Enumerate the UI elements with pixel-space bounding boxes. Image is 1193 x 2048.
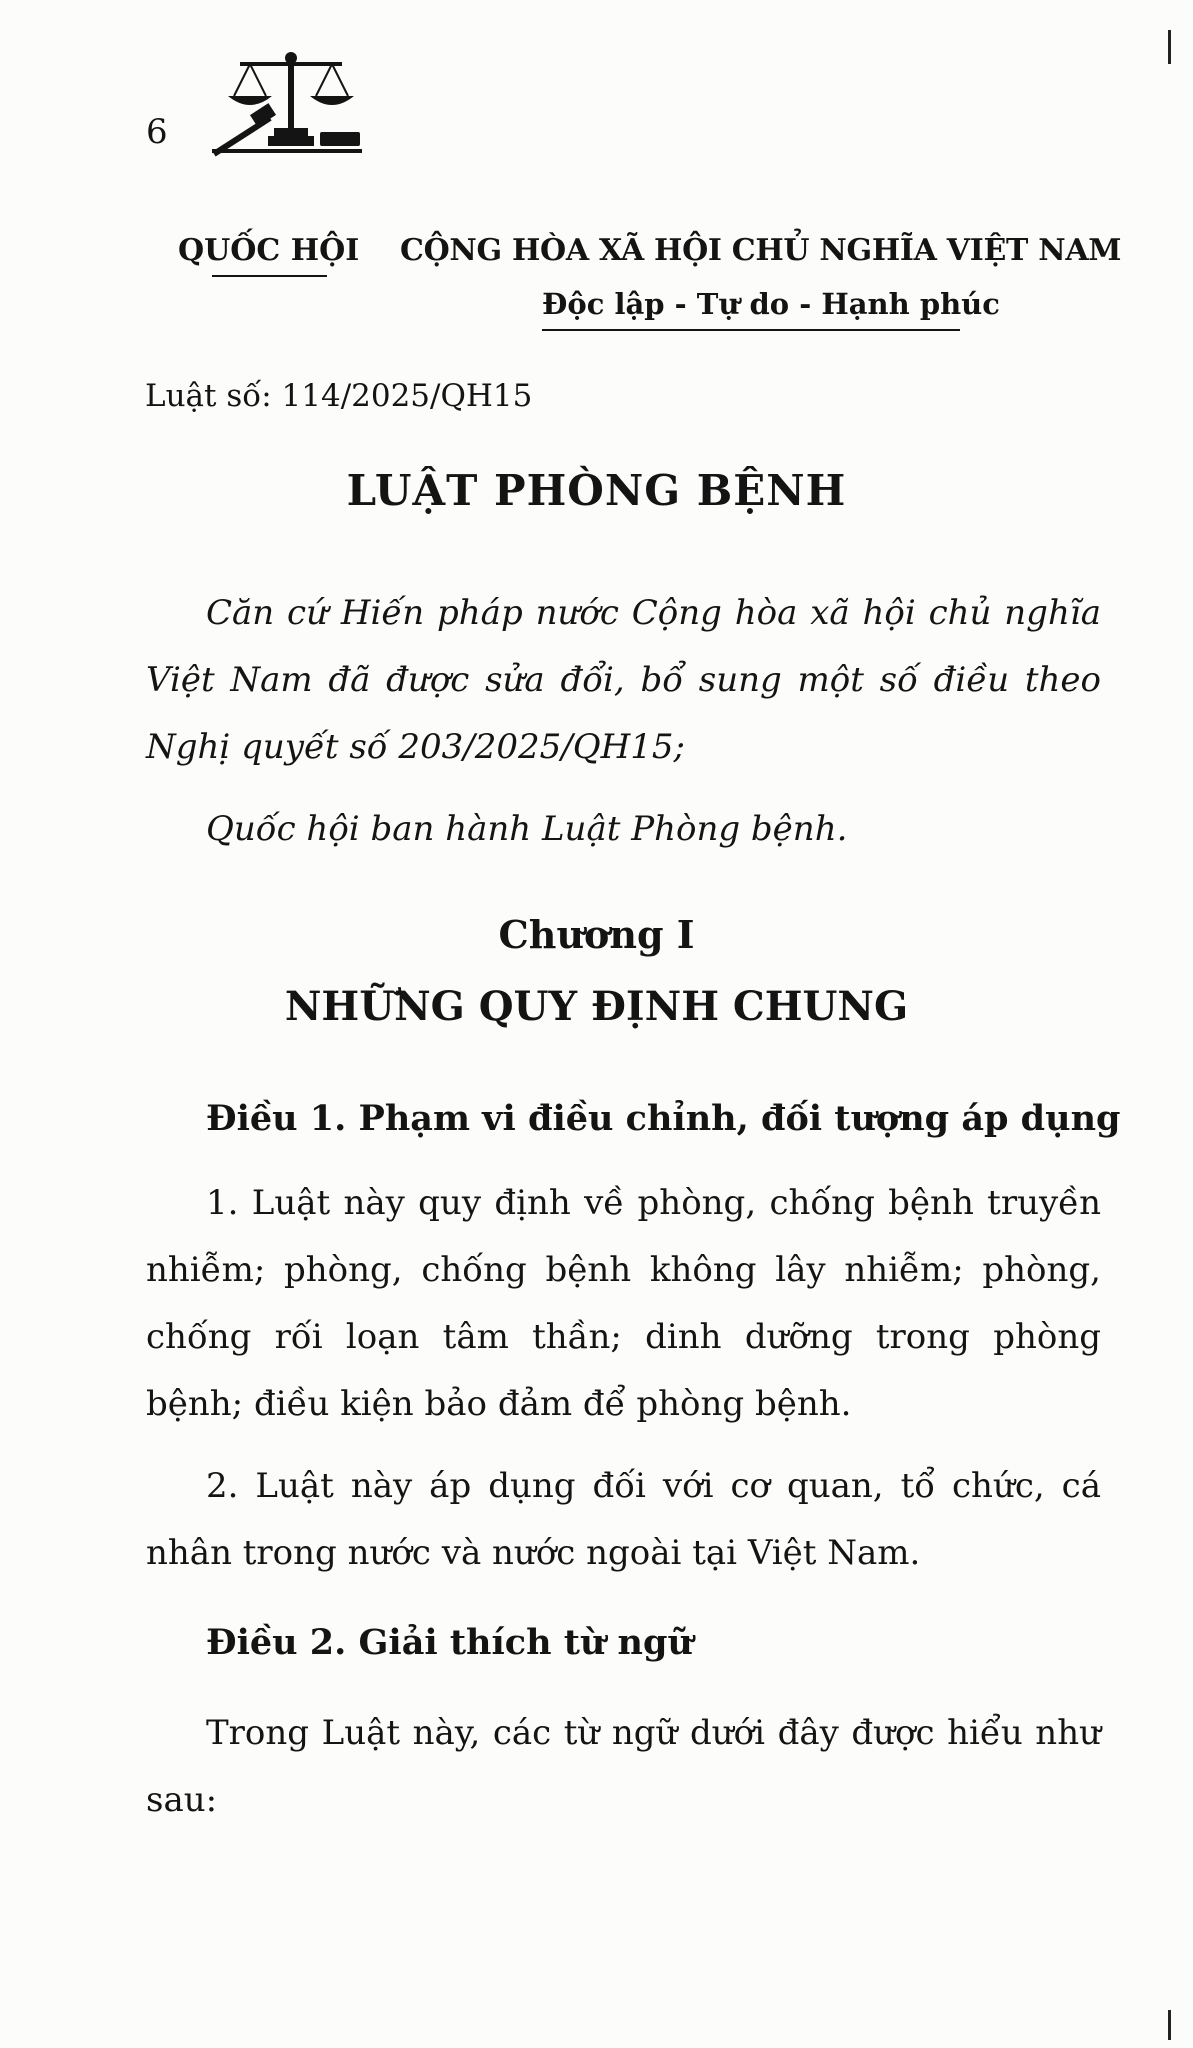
page-number: 6 bbox=[146, 112, 168, 152]
motto-underline bbox=[542, 329, 960, 331]
chapter-name: NHỮNG QUY ĐỊNH CHUNG bbox=[284, 983, 909, 1030]
page-edge-mark bbox=[1168, 2010, 1171, 2040]
article-2-heading: Điều 2. Giải thích từ ngữ bbox=[206, 1622, 693, 1663]
law-number: Luật số: 114/2025/QH15 bbox=[145, 378, 533, 414]
page-edge-mark bbox=[1168, 30, 1171, 64]
article-1-clause-2: 2. Luật này áp dụng đối với cơ quan, tổ chức, cá nhân trong nước và nước ngoài tại Việt Nam. bbox=[146, 1466, 1101, 1573]
issuer-name: QUỐC HỘI bbox=[178, 233, 360, 268]
nation-name: CỘNG HÒA XÃ HỘI CHỦ NGHĨA VIỆT NAM bbox=[400, 233, 1122, 268]
national-motto: Độc lập - Tự do - Hạnh phúc bbox=[542, 287, 1000, 321]
article-2-intro: Trong Luật này, các từ ngữ dưới đây được hiểu như sau: bbox=[146, 1713, 1101, 1820]
preamble-basis: Căn cứ Hiến pháp nước Cộng hòa xã hội chủ nghĩa Việt Nam đã được sửa đổi, bổ sung một số điều theo Nghị quyết số 203/2025/QH15; bbox=[146, 593, 1101, 767]
article-1-clause-1: 1. Luật này quy định về phòng, chống bệnh truyền nhiễm; phòng, chống bệnh không lây nhiễm; phòng, chống rối loạn tâm thần; dinh dưỡng trong phòng bệnh; điều kiện bảo đảm để phòng bệnh. bbox=[146, 1183, 1101, 1424]
scales-of-justice-and-gavel-icon bbox=[212, 48, 372, 162]
law-title: LUẬT PHÒNG BỆNH bbox=[346, 466, 847, 515]
chapter-number: Chương I bbox=[498, 912, 695, 957]
preamble-enactment: Quốc hội ban hành Luật Phòng bệnh. bbox=[206, 809, 848, 849]
article-1-heading: Điều 1. Phạm vi điều chỉnh, đối tượng áp dụng bbox=[206, 1098, 1121, 1139]
issuer-underline bbox=[212, 275, 327, 277]
